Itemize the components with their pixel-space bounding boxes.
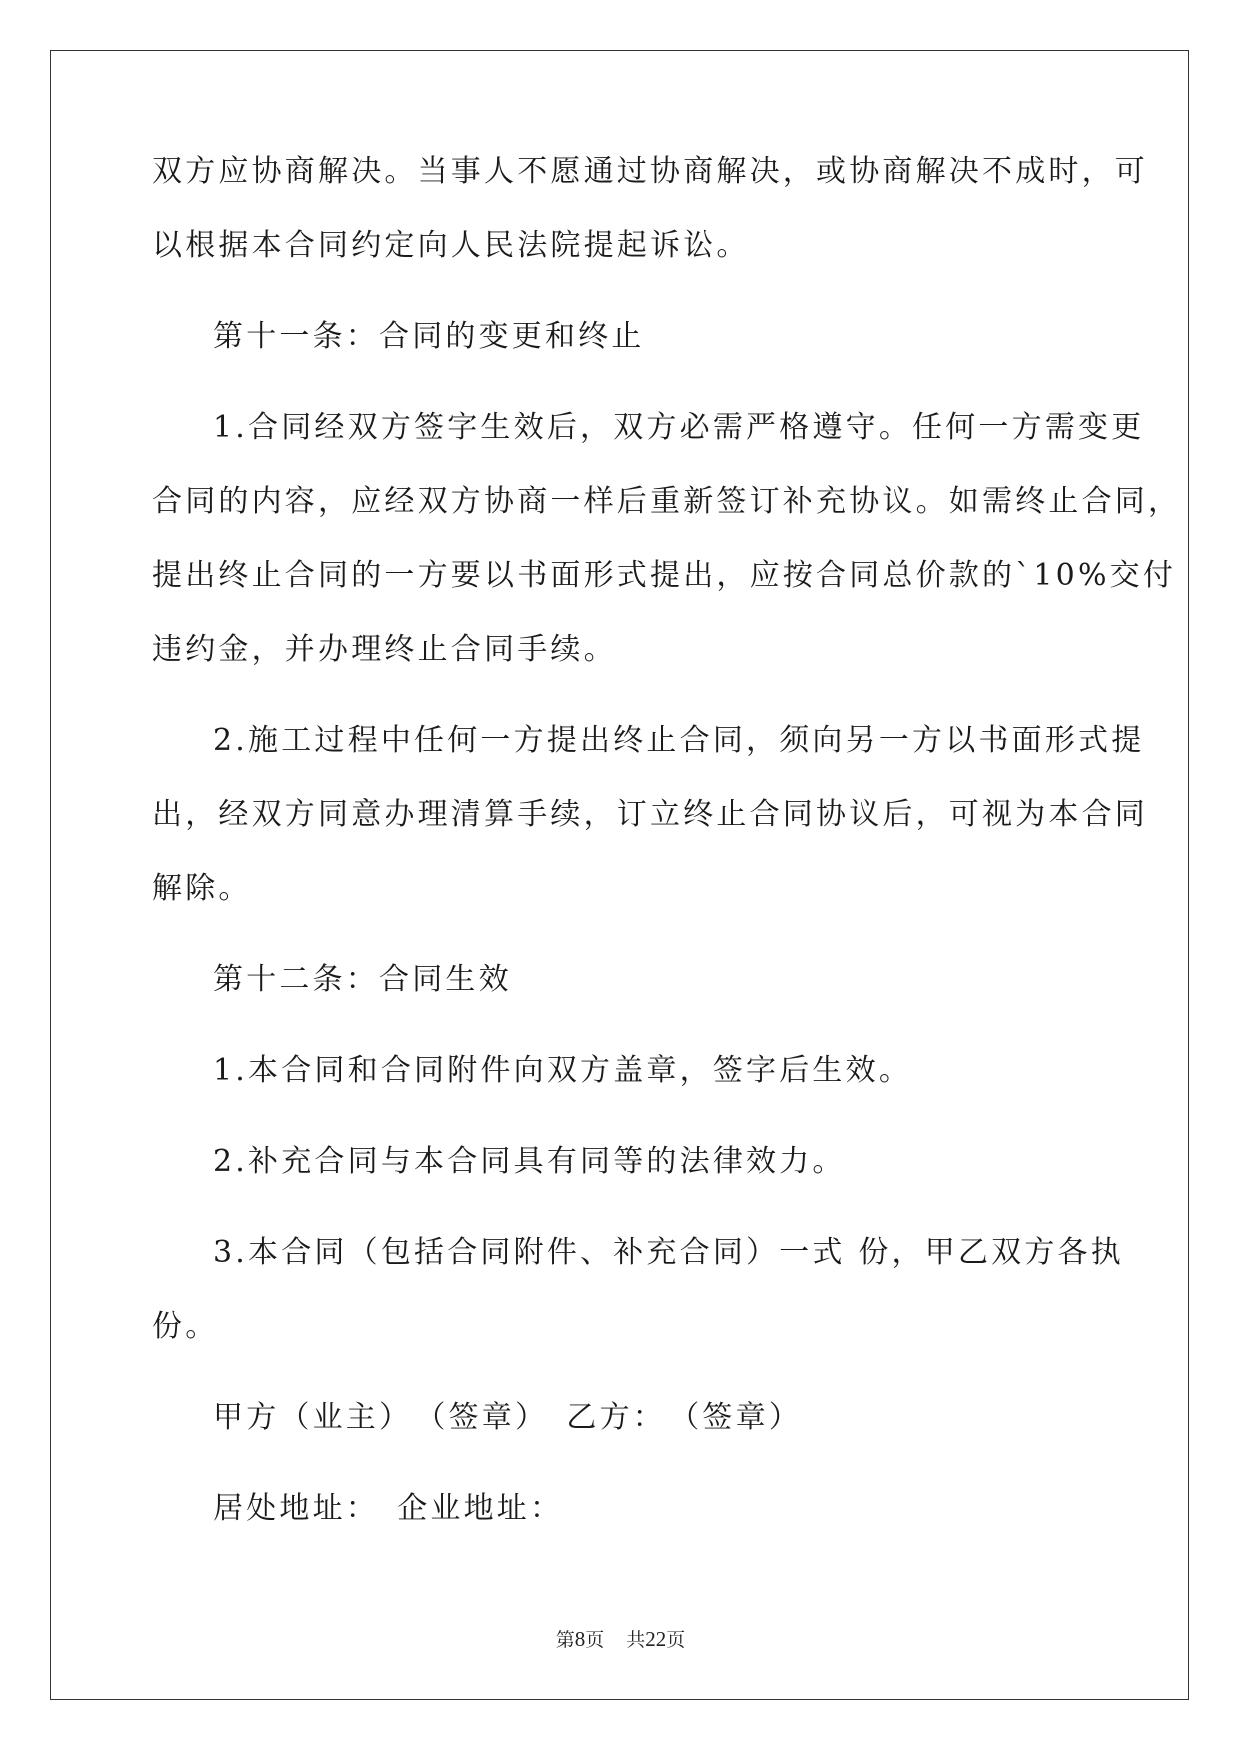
text-line-12: 1.本合同和合同附件向双方盖章，签字后生效。 (213, 1053, 913, 1088)
signature-line-parties: 甲方（业主） （签章） 乙方： （签章） (213, 1400, 802, 1435)
text-line-9: 出，经双方同意办理清算手续，订立终止合同协议后，可视为本合同 (152, 797, 1148, 832)
text-line-6: 提出终止合同的一方要以书面形式提出，应按合同总价款的`10%交付 (152, 558, 1177, 593)
text-line-13: 2.补充合同与本合同具有同等的法律效力。 (213, 1144, 846, 1179)
total-suffix: 页 (666, 1630, 686, 1651)
text-line-4: 1.合同经双方签字生效后，双方必需严格遵守。任何一方需变更 (213, 410, 1145, 445)
total-pages: 22 (645, 1627, 667, 1651)
total-prefix: 共 (626, 1630, 646, 1651)
page-suffix: 页 (585, 1630, 605, 1651)
page-footer (0, 1627, 1241, 1653)
text-line-15: 份。 (152, 1309, 219, 1344)
text-line-1: 双方应协商解决。当事人不愿通过协商解决，或协商解决不成时，可 (152, 154, 1148, 189)
section-heading-12: 第十二条：合同生效 (213, 962, 512, 997)
text-line-14: 3.本合同（包括合同附件、补充合同）一式 份，甲乙双方各执 (213, 1235, 1124, 1270)
text-line-8: 2.施工过程中任何一方提出终止合同，须向另一方以书面形式提 (213, 723, 1145, 758)
page-prefix: 第 (555, 1630, 575, 1651)
text-line-10: 解除。 (152, 871, 252, 906)
text-line-5: 合同的内容，应经双方协商一样后重新签订补充协议。如需终止合同， (152, 484, 1182, 519)
text-line-2: 以根据本合同约定向人民法院提起诉讼。 (152, 228, 750, 263)
section-heading-11: 第十一条：合同的变更和终止 (213, 319, 645, 354)
signature-line-addresses: 居处地址： 企业地址： (213, 1491, 564, 1526)
text-line-7: 违约金，并办理终止合同手续。 (152, 632, 617, 667)
page-number: 8 (574, 1627, 586, 1651)
